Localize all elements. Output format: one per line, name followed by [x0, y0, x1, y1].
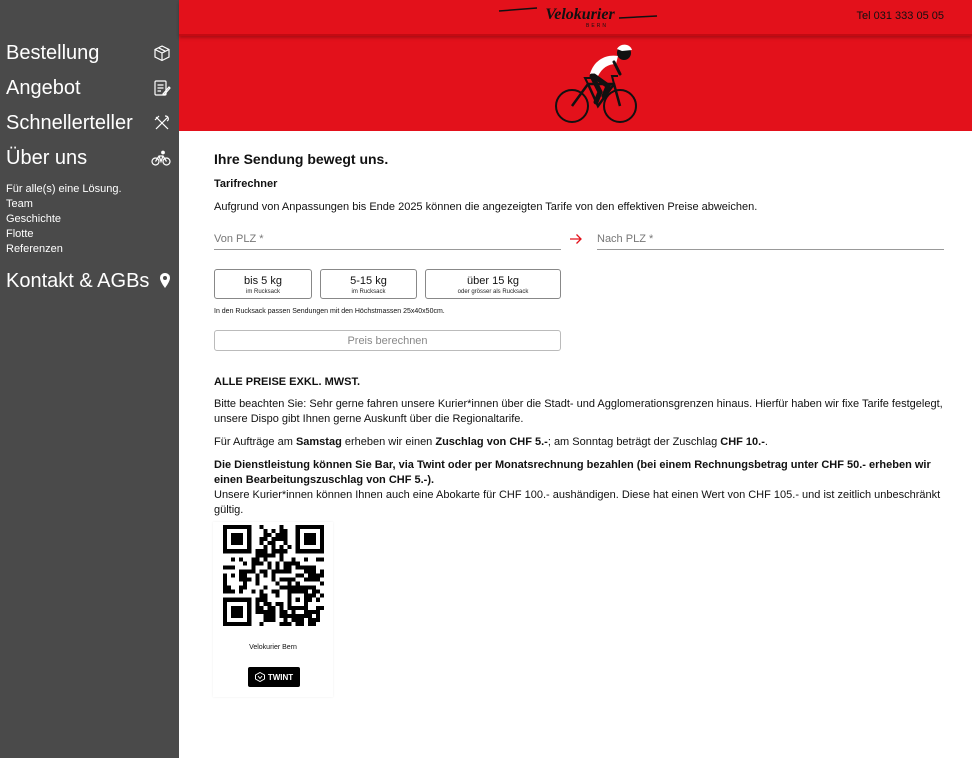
- payment-note: Die Dienstleistung können Sie Bar, via Twint oder per Monatsrechnung bezahlen (bei einem Rechnungsbetrag unter CHF 50.- erheben wir einen Bearbeitungszuschlag von CHF 5.-).: [214, 459, 931, 486]
- twint-icon: [255, 672, 265, 682]
- cutlery-icon: [153, 114, 171, 132]
- regional-tariff-note: Bitte beachten Sie: Sehr gerne fahren unsere Kurier*innen über die Stadt- und Agglomerationsgrenzen hinaus. Hierfür haben wir fixe Tarife festgelegt, unsere Dispo gibt Ihnen gerne Auskunft über die Regionaltarife.: [214, 398, 943, 425]
- submenu-loesung[interactable]: Für alle(s) eine Lösung.: [6, 183, 122, 195]
- logo-subtext: BERN: [586, 23, 608, 29]
- nav-label: Bestellung: [6, 42, 100, 64]
- submenu-geschichte[interactable]: Geschichte: [6, 213, 62, 225]
- to-postcode-input[interactable]: [597, 231, 944, 247]
- nav-schnellerteller[interactable]: [6, 111, 171, 135]
- phone-number[interactable]: Tel 031 333 05 05: [856, 10, 944, 22]
- nav-angebot[interactable]: [6, 76, 171, 100]
- weight-option-ueber-15kg[interactable]: [425, 269, 561, 299]
- about-submenu: [6, 182, 122, 257]
- qr-code[interactable]: [223, 525, 324, 626]
- edit-list-icon: [153, 79, 171, 97]
- location-pin-icon: [159, 272, 171, 290]
- nav-label: Kontakt & AGBs: [6, 270, 150, 292]
- top-bar: [179, 0, 972, 36]
- nav-label: Über uns: [6, 147, 88, 169]
- weight-sublabel: im Rucksack: [351, 289, 386, 295]
- calculate-price-button[interactable]: Preis berechnen: [214, 330, 561, 351]
- weight-note: In den Rucksack passen Sendungen mit den Höchstmassen 25x40x50cm.: [214, 308, 445, 315]
- twint-qr-card: [213, 522, 333, 697]
- weight-option-5-15kg[interactable]: [320, 269, 417, 299]
- arrow-right-icon: [569, 232, 583, 246]
- header: [179, 0, 972, 131]
- submenu-team[interactable]: Team: [6, 198, 33, 210]
- twint-logo: [248, 667, 300, 687]
- weight-label: bis 5 kg: [244, 275, 282, 287]
- submenu-flotte[interactable]: Flotte: [6, 228, 34, 240]
- weight-sublabel: oder grösser als Rucksack: [457, 289, 529, 295]
- tariff-disclaimer: Aufgrund von Anpassungen bis Ende 2025 können die angezeigten Tarife von den effektiven Preise abweichen.: [214, 201, 758, 213]
- box-icon: [153, 44, 171, 62]
- nav-label: Schnellerteller: [6, 112, 133, 134]
- nav-ueber-uns[interactable]: [6, 146, 171, 170]
- from-postcode-field: [214, 231, 561, 250]
- tarifrechner-heading: Tarifrechner: [214, 178, 278, 190]
- velokurier-logo[interactable]: [497, 4, 662, 30]
- prices-heading: ALLE PREISE EXKL. MWST.: [214, 376, 361, 388]
- bicycle-icon: [151, 149, 171, 167]
- to-postcode-field: [597, 231, 944, 250]
- weight-sublabel: im Rucksack: [245, 289, 280, 295]
- page-title: Ihre Sendung bewegt uns.: [214, 151, 389, 167]
- weight-option-bis-5kg[interactable]: [214, 269, 312, 299]
- logo-text: Velokurier: [545, 6, 615, 23]
- weight-label: 5-15 kg: [350, 275, 387, 287]
- twint-label: TWINT: [267, 672, 294, 682]
- sidebar: [0, 0, 179, 758]
- nav-bestellung[interactable]: [6, 41, 171, 65]
- weekend-surcharge-note: Für Aufträge am Samstag erheben wir einen Zuschlag von CHF 5.-; am Sonntag beträgt der Zuschlag CHF 10.-.: [214, 436, 768, 448]
- from-postcode-input[interactable]: [214, 231, 561, 247]
- qr-caption: Velokurier Bern: [249, 644, 297, 651]
- weight-label: über 15 kg: [467, 275, 519, 287]
- subscription-card-note: Unsere Kurier*innen können Ihnen auch eine Abokarte für CHF 100.- aushändigen. Diese hat einen Wert von CHF 105.- und ist zeitlich unbeschränkt gültig.: [214, 489, 941, 516]
- nav-kontakt-agbs[interactable]: [6, 269, 171, 293]
- nav-label: Angebot: [6, 77, 81, 99]
- cyclist-illustration: [552, 40, 640, 128]
- submenu-referenzen[interactable]: Referenzen: [6, 243, 63, 255]
